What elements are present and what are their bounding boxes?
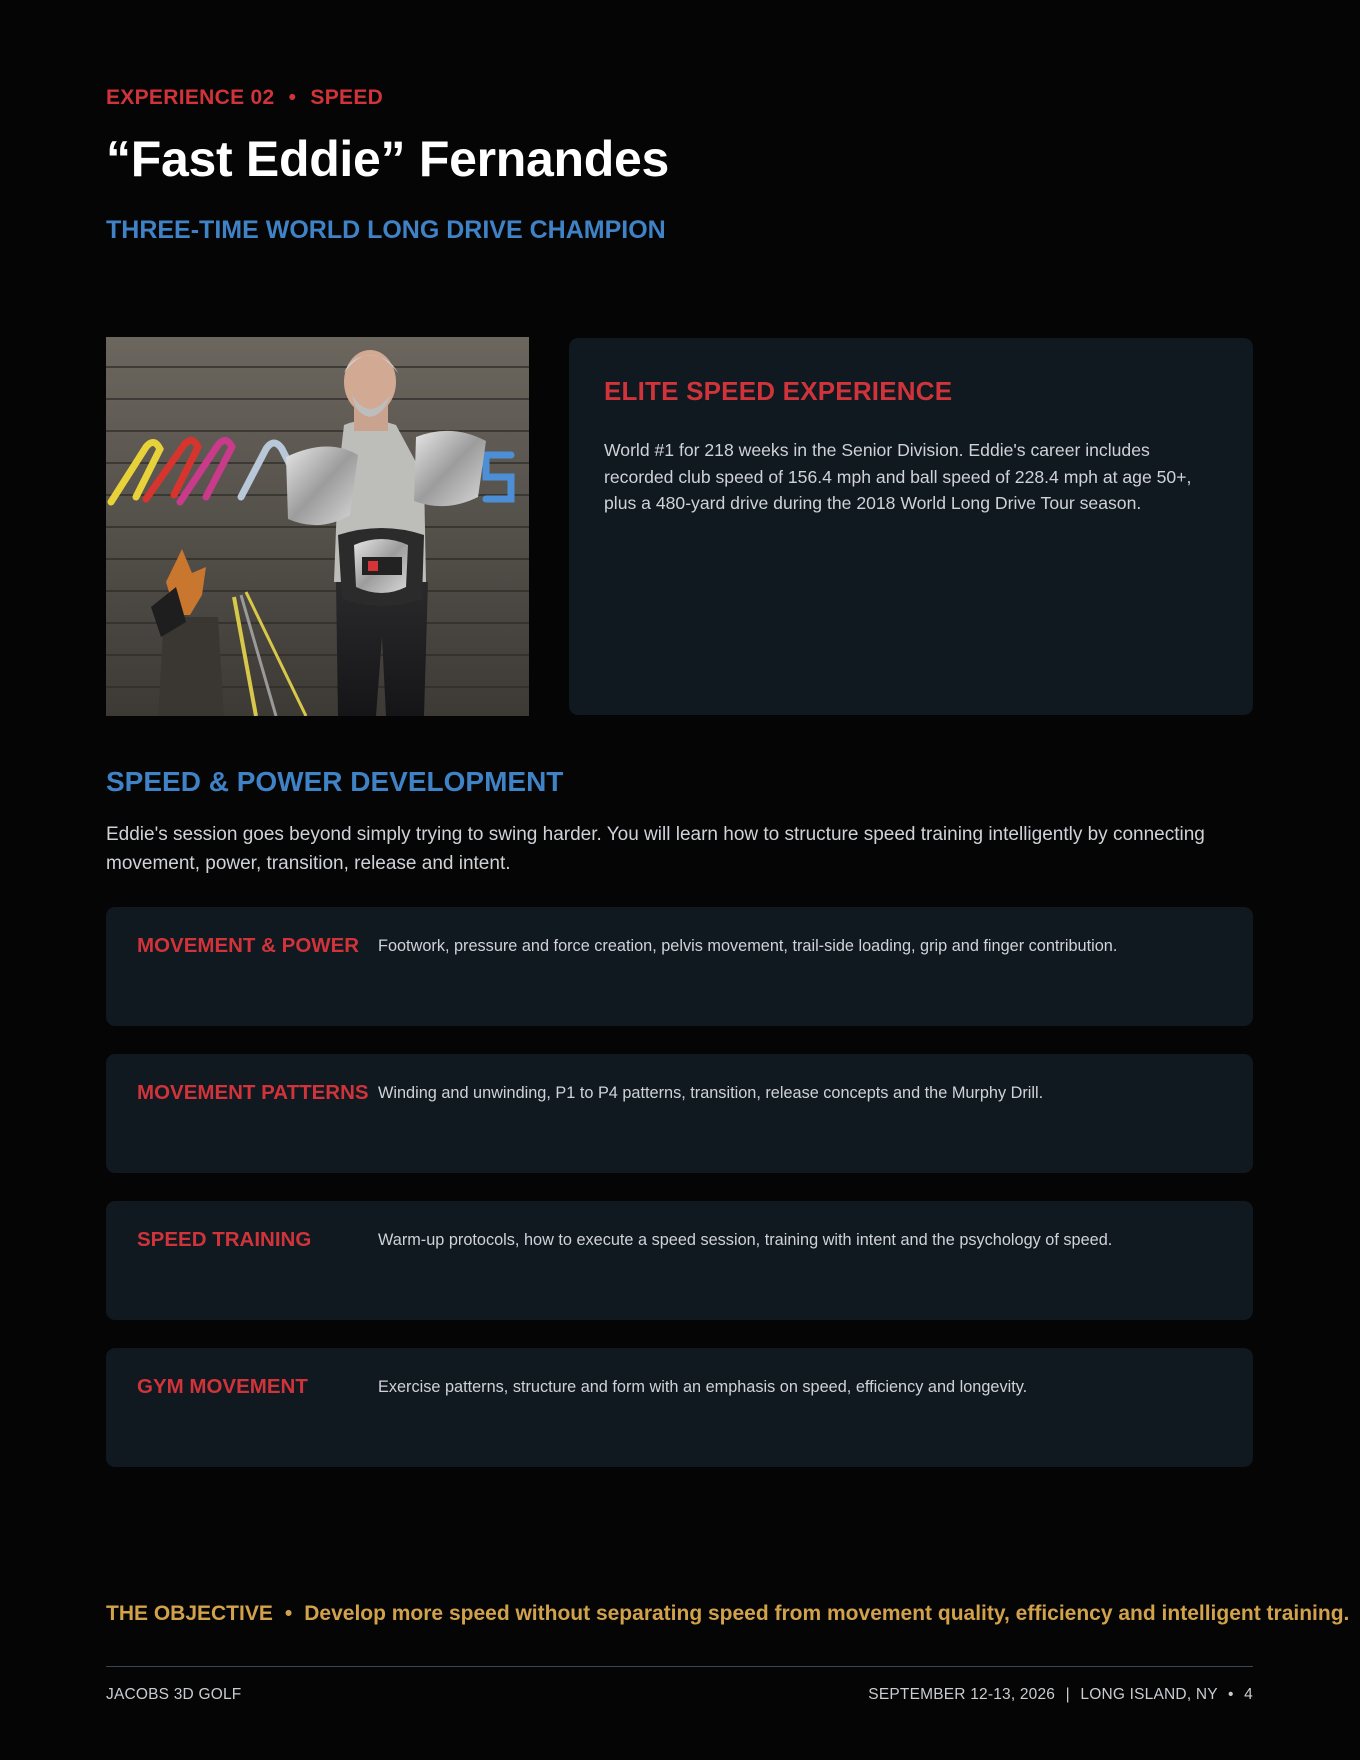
section-intro: Eddie's session goes beyond simply trying to swing harder. You will learn how to structure speed training intelligently by connecting movement, power, transition, release and intent. <box>106 824 1205 874</box>
topic-row-speed-training <box>106 1201 1253 1320</box>
footer-divider <box>106 1666 1253 1667</box>
elite-speed-heading: ELITE SPEED EXPERIENCE <box>604 376 953 406</box>
topic-description: Exercise patterns, structure and form with an emphasis on speed, efficiency and longevity. <box>378 1378 1028 1396</box>
section-title: SPEED & POWER DEVELOPMENT <box>106 766 564 797</box>
page-number: 4 <box>1244 1686 1253 1703</box>
page <box>106 0 1253 1760</box>
topic-label: SPEED TRAINING <box>137 1228 312 1251</box>
champion-photo <box>106 337 529 716</box>
topic-description: Footwork, pressure and force creation, pelvis movement, trail-side loading, grip and finger contribution. <box>378 937 1118 955</box>
topic-row-gym-movement <box>106 1348 1253 1467</box>
eyebrow-separator: • <box>288 86 297 109</box>
footer-event-info <box>868 1686 1253 1704</box>
eyebrow-category: SPEED <box>310 86 384 109</box>
page-title: “Fast Eddie” Fernandes <box>106 131 669 187</box>
objective-banner <box>106 1602 1360 1626</box>
footer-dot: • <box>1228 1686 1234 1703</box>
objective-separator: • <box>284 1602 293 1625</box>
objective-label: THE OBJECTIVE <box>106 1602 273 1625</box>
topic-label: MOVEMENT PATTERNS <box>137 1081 369 1104</box>
elite-speed-body: World #1 for 218 weeks in the Senior Division. Eddie's career includes recorded club speed of 156.4 mph and ball speed of 228.4 mph at age 50+, plus a 480-yard drive during the 2018 World Long Drive Tour season. <box>604 440 1192 513</box>
topic-label: GYM MOVEMENT <box>137 1375 308 1398</box>
topic-description: Warm-up protocols, how to execute a speed session, training with intent and the psychology of speed. <box>378 1231 1113 1249</box>
topic-row-movement-patterns <box>106 1054 1253 1173</box>
footer-separator: | <box>1065 1686 1070 1703</box>
objective-text: Develop more speed without separating speed from movement quality, efficiency and intelligent training. <box>304 1602 1350 1625</box>
footer-location: LONG ISLAND, NY <box>1080 1686 1218 1703</box>
page-subtitle: THREE-TIME WORLD LONG DRIVE CHAMPION <box>106 216 666 244</box>
topic-label: MOVEMENT & POWER <box>137 934 360 957</box>
topic-row-movement-power <box>106 907 1253 1026</box>
footer-date: SEPTEMBER 12-13, 2026 <box>868 1686 1056 1703</box>
footer-brand: JACOBS 3D GOLF <box>106 1686 242 1703</box>
eyebrow <box>106 86 383 110</box>
topic-description: Winding and unwinding, P1 to P4 patterns, transition, release concepts and the Murphy Drill. <box>378 1084 1044 1102</box>
elite-speed-card <box>569 338 1253 715</box>
eyebrow-experience: EXPERIENCE 02 <box>106 86 275 109</box>
